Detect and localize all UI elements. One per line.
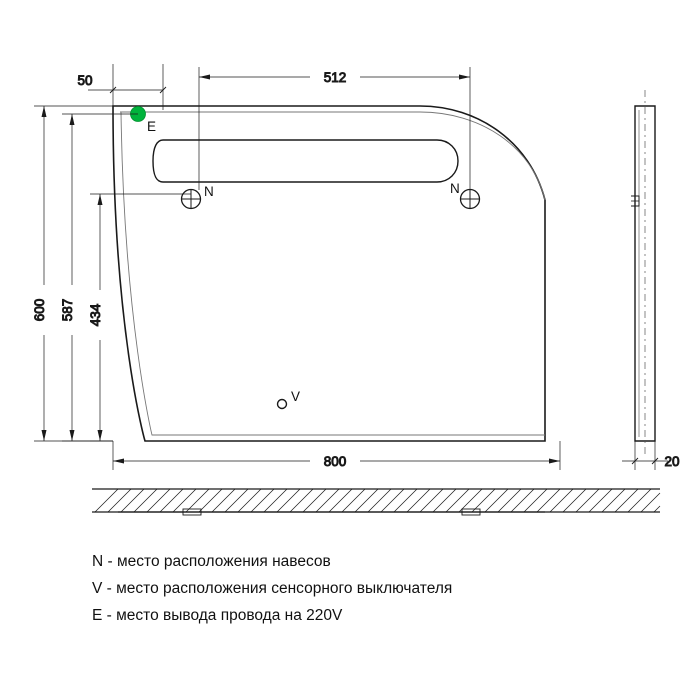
marker-n2-label: N bbox=[450, 181, 460, 196]
mirror-outline bbox=[113, 106, 545, 441]
dim-434-label: 434 bbox=[88, 303, 103, 327]
marker-n1-label: N bbox=[204, 184, 214, 199]
dim-800-label: 800 bbox=[323, 454, 347, 469]
legend-item-e bbox=[92, 602, 652, 629]
marker-v bbox=[278, 389, 301, 409]
dim-587-label: 587 bbox=[60, 298, 75, 322]
legend-separator: - bbox=[106, 580, 112, 597]
legend-item-n bbox=[92, 548, 652, 575]
dim-512 bbox=[199, 66, 470, 190]
sensor-switch-icon bbox=[278, 400, 287, 409]
dim-600-label: 600 bbox=[32, 298, 47, 322]
legend-text-v: место расположения сенсорного выключателя bbox=[116, 580, 453, 597]
side-view-group bbox=[622, 90, 680, 470]
dim-512-label: 512 bbox=[323, 70, 347, 85]
legend bbox=[92, 548, 652, 629]
wall-hatching bbox=[92, 489, 660, 515]
dim-20-label: 20 bbox=[664, 454, 680, 469]
legend-key-e: E bbox=[92, 607, 103, 624]
mirror-bevel-top bbox=[120, 112, 545, 200]
front-view-group bbox=[113, 106, 545, 441]
legend-text-e: место вывода провода на 220V bbox=[116, 607, 343, 624]
marker-e-label: E bbox=[147, 119, 157, 134]
dim-600 bbox=[32, 106, 113, 441]
dim-20 bbox=[622, 441, 680, 470]
marker-e bbox=[131, 107, 157, 135]
marker-n2 bbox=[450, 181, 480, 209]
marker-n1 bbox=[182, 184, 214, 209]
dim-587 bbox=[60, 114, 138, 441]
dim-50-label: 50 bbox=[77, 73, 93, 88]
dim-800 bbox=[113, 441, 560, 472]
legend-item-v bbox=[92, 575, 652, 602]
legend-key-n: N bbox=[92, 553, 104, 570]
dim-50 bbox=[77, 64, 166, 110]
legend-separator: - bbox=[107, 553, 113, 570]
marker-v-label: V bbox=[291, 389, 301, 404]
legend-key-v: V bbox=[92, 580, 103, 597]
mirror-bevel-left bbox=[121, 112, 545, 435]
legend-text-n: место расположения навесов bbox=[117, 553, 331, 570]
legend-separator: - bbox=[106, 607, 112, 624]
dim-434 bbox=[88, 194, 191, 441]
